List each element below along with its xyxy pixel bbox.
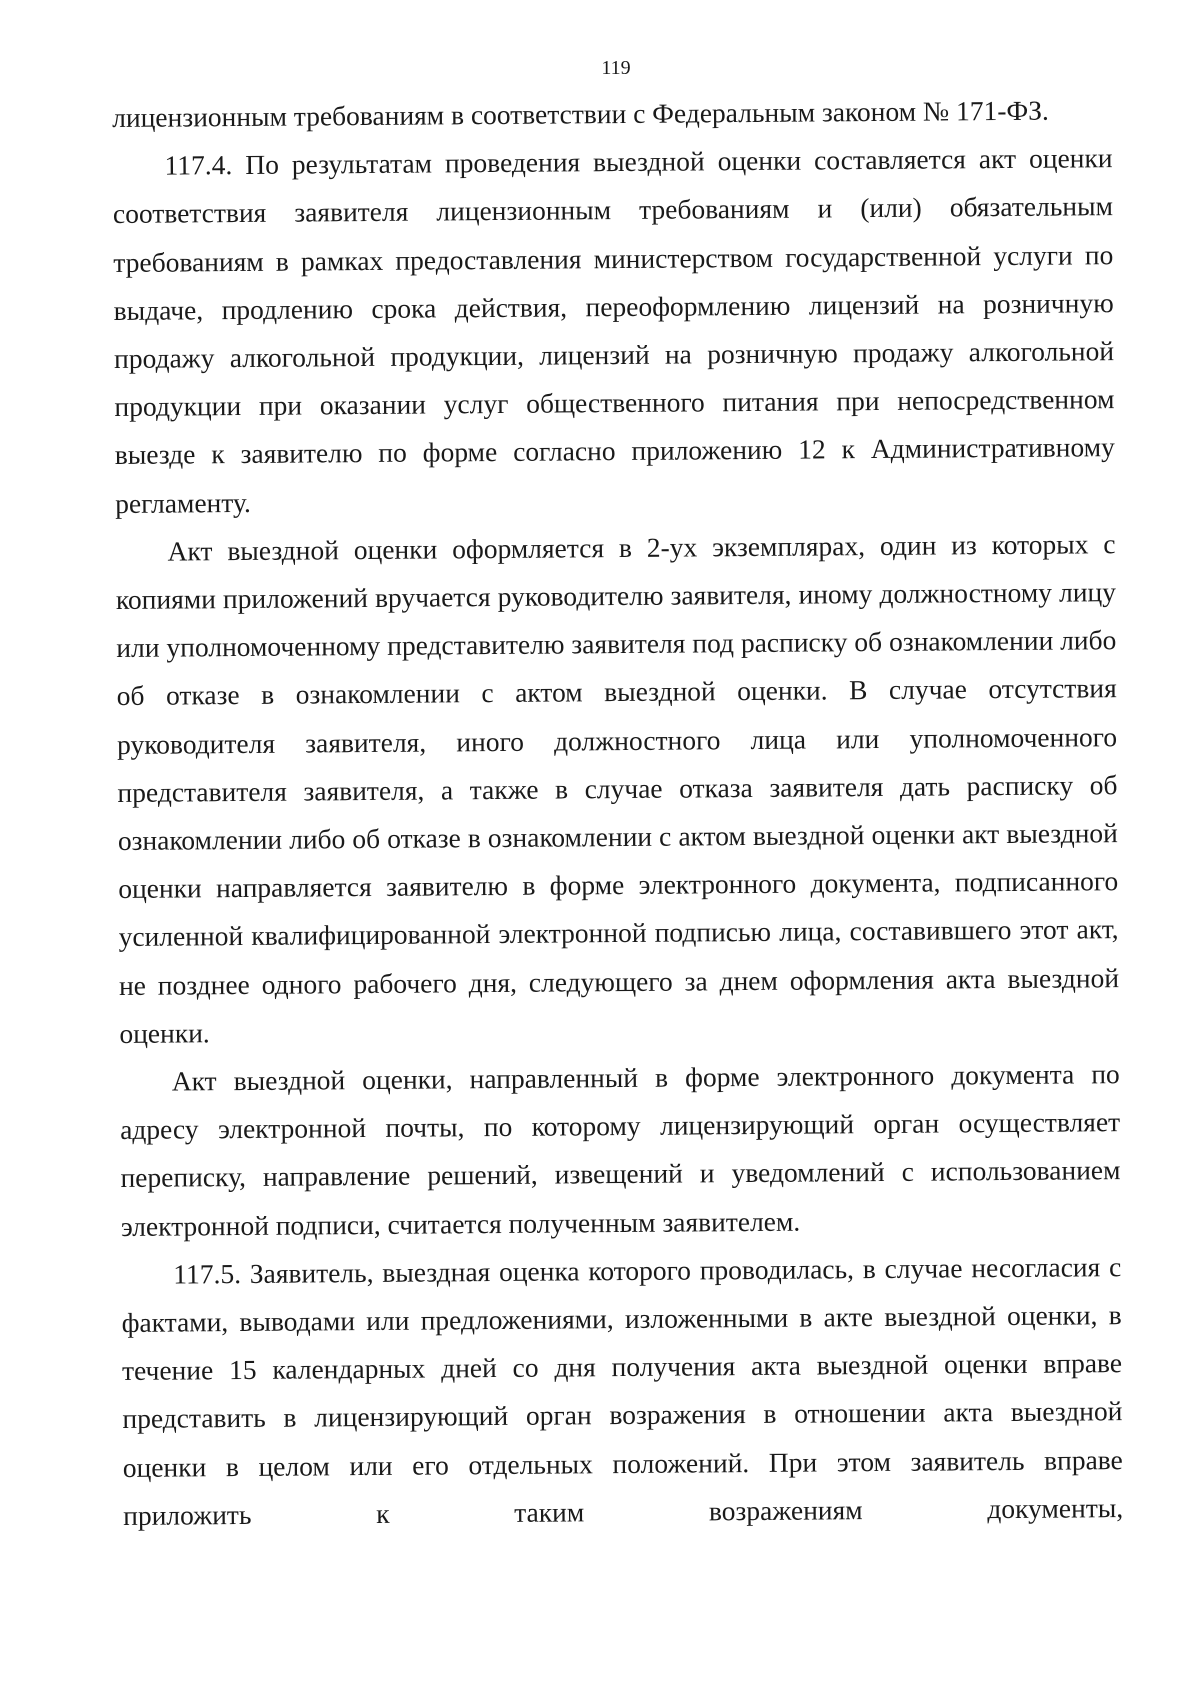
paragraph-117-5: 117.5. Заявитель, выездная оценка которого проводилась, в случае несогласия с фактами, выводами или предложениями, изложенными в акте выездной оценки, в течение 15 календарных дней со дня получения акта выездной оценки вправе представить в лицензирующий орган возражения в отношении акта выездной оценки в целом или его отдельных положений. При этом заявитель вправе приложить к таким возражениям документы, <box>121 1250 1124 1531</box>
paragraph-117-4: 117.4. По результатам проведения выездной оценки составляется акт оценки соответствия заявителя лицензионным требованиям и (или) обязательным требованиям в рамках предоставления министерством государственной услуги по выдаче, продлению срока действия, переоформлению лицензий на розничную продажу алкогольной продукции, лицензий на розничную продажу алкогольной продукции при оказании услуг общественного питания при непосредственном выезде к заявителю по форме согласно приложению 12 к Административному регламенту. <box>112 142 1115 519</box>
document-body <box>112 86 1123 1540</box>
paragraph-continuation: лицензионным требованиям в соответствии с Федеральным законом № 171-ФЗ. <box>112 94 1049 133</box>
page-number: 119 <box>601 57 631 79</box>
paragraph-act-copies: Акт выездной оценки оформляется в 2-ух экземплярах, один из которых с копиями приложений вручается руководителю заявителя, иному должностному лицу или уполномоченному представителю заявителя под расписку об ознакомлении либо об отказе в ознакомлении с актом выездной оценки. В случае отсутствия руководителя заявителя, иного должностного лица или уполномоченного представителя заявителя, а также в случае отказа заявителя дать расписку об ознакомлении либо об отказе в ознакомлении с актом выездной оценки акт выездной оценки направляется заявителю в форме электронного документа, подписанного усиленной квалифицированной электронной подписью лица, составившего этот акт, не позднее одного рабочего дня, следующего за днем оформления акта выездной оценки. <box>115 527 1120 1049</box>
paragraph-act-electronic: Акт выездной оценки, направленный в форме электронного документа по адресу электронной почты, по которому лицензирующий орган осуществляет переписку, направление решений, извещений и уведомлений с использованием электронной подписи, считается полученным заявителем. <box>120 1058 1121 1242</box>
